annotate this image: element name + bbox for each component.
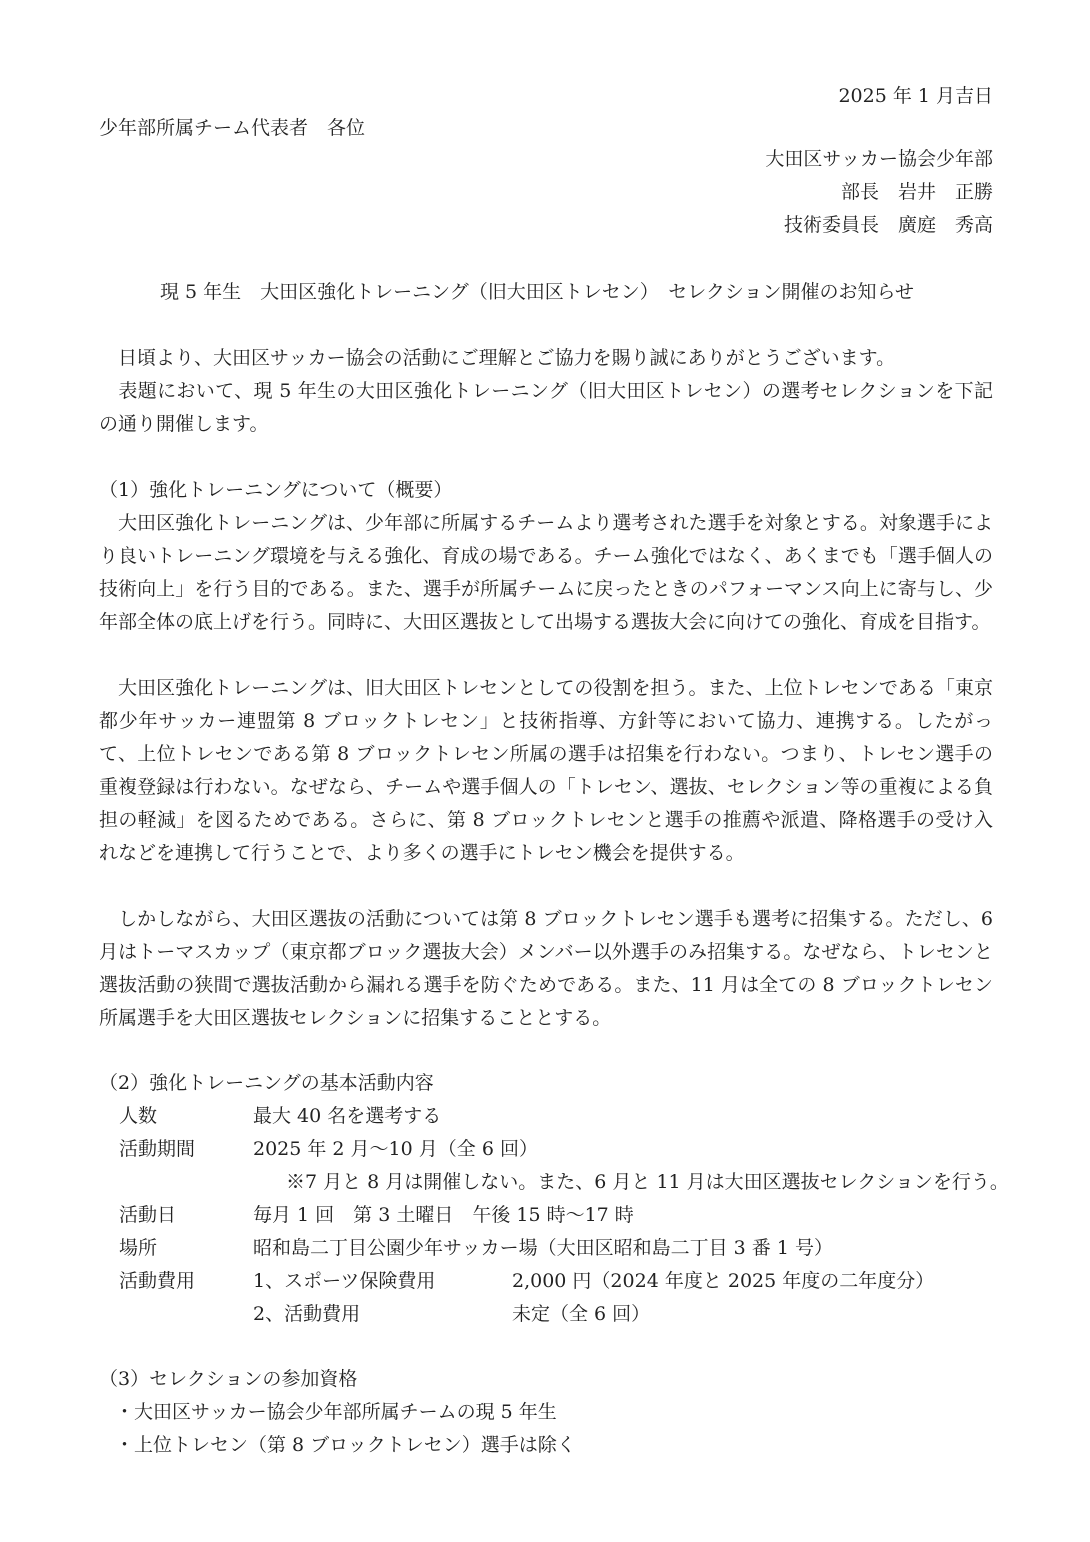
section-1-paragraph-2: 大田区強化トレーニングは、旧大田区トレセンとしての役割を担う。また、上位トレセンである「東京都少年サッカー連盟第 8 ブロックトレセン」と技術指導、方針等において協力、連携する。したがって、上位トレセンである第 8 ブロックトレセン所属の選手は招集を行わない。つまり、トレセン選手の重複登録は行わない。なぜなら、チームや選手個人の「トレセン、選抜、セレクション等の重複による負担の軽減」を図るためである。さらに、第 8 ブロックトレセンと選手の推薦や派遣、降格選手の受け入れなどを連携して行うことで、より多くの選手にトレセン機会を提供する。 — [99, 677, 993, 864]
cost-2-item: 2、活動費用 — [253, 1303, 361, 1325]
section-2-heading: （2）強化トレーニングの基本活動内容 — [99, 1072, 434, 1094]
sender-head: 部長 岩井 正勝 — [840, 181, 993, 203]
intro-line-1: 日頃より、大田区サッカー協会の活動にご理解とご協力を賜り誠にありがとうございます。 — [99, 347, 896, 369]
issue-date: 2025 年 1 月吉日 — [838, 85, 993, 107]
place-label: 場所 — [119, 1237, 158, 1259]
headcount-value: 最大 40 名を選考する — [253, 1105, 442, 1127]
cost-1-value: 2,000 円（2024 年度と 2025 年度の二年度分） — [512, 1270, 935, 1292]
activity-day-label: 活動日 — [119, 1204, 177, 1226]
recipient: 少年部所属チーム代表者 各位 — [99, 117, 366, 139]
place-value: 昭和島二丁目公園少年サッカー場（大田区昭和島二丁目 3 番 1 号） — [253, 1237, 833, 1259]
section-1-paragraph-3: しかしながら、大田区選抜の活動については第 8 ブロックトレセン選手も選考に招集する。ただし、6 月はトーマスカップ（東京都ブロック選抜大会）メンバー以外選手のみ招集する。なぜなら、トレセンと選抜活動の狭間で選抜活動から漏れる選手を防ぐためである。また、11 月は全ての 8 ブロックトレセン所属選手を大田区選抜セレクションに招集することとする。 — [99, 908, 993, 1029]
headcount-label: 人数 — [119, 1105, 158, 1127]
sender-organization: 大田区サッカー協会少年部 — [765, 148, 993, 170]
period-value: 2025 年 2 月～10 月（全 6 回） — [253, 1138, 538, 1160]
intro-line-2: 表題において、現 5 年生の大田区強化トレーニング（旧大田区トレセン）の選考セレクションを下記の通り開催します。 — [99, 380, 993, 435]
eligibility-item-1: ・大田区サッカー協会少年部所属チームの現 5 年生 — [115, 1401, 557, 1423]
section-1-paragraph-1: 大田区強化トレーニングは、少年部に所属するチームより選考された選手を対象とする。対象選手により良いトレーニング環境を与える強化、育成の場である。チーム強化ではなく、あくまでも「選手個人の技術向上」を行う目的である。また、選手が所属チームに戻ったときのパフォーマンス向上に寄与し、少年部全体の底上げを行う。同時に、大田区選抜として出場する選抜大会に向けての強化、育成を目指す。 — [99, 512, 993, 633]
section-1-heading: （1）強化トレーニングについて（概要） — [99, 479, 453, 501]
cost-2-value: 未定（全 6 回） — [512, 1303, 651, 1325]
period-label: 活動期間 — [119, 1138, 196, 1160]
sender-technical-chief: 技術委員長 廣庭 秀高 — [783, 214, 993, 236]
cost-label: 活動費用 — [119, 1270, 196, 1292]
document-title: 現 5 年生 大田区強化トレーニング（旧大田区トレセン） セレクション開催のお知らせ — [160, 281, 914, 303]
section-3-heading: （3）セレクションの参加資格 — [99, 1368, 358, 1390]
period-note: ※7 月と 8 月は開催しない。また、6 月と 11 月は大田区選抜セレクションを行う。 — [286, 1171, 1009, 1193]
activity-day-value: 毎月 1 回 第 3 土曜日 午後 15 時～17 時 — [253, 1204, 634, 1226]
cost-1-item: 1、スポーツ保険費用 — [253, 1270, 436, 1292]
eligibility-item-2: ・上位トレセン（第 8 ブロックトレセン）選手は除く — [115, 1434, 576, 1456]
